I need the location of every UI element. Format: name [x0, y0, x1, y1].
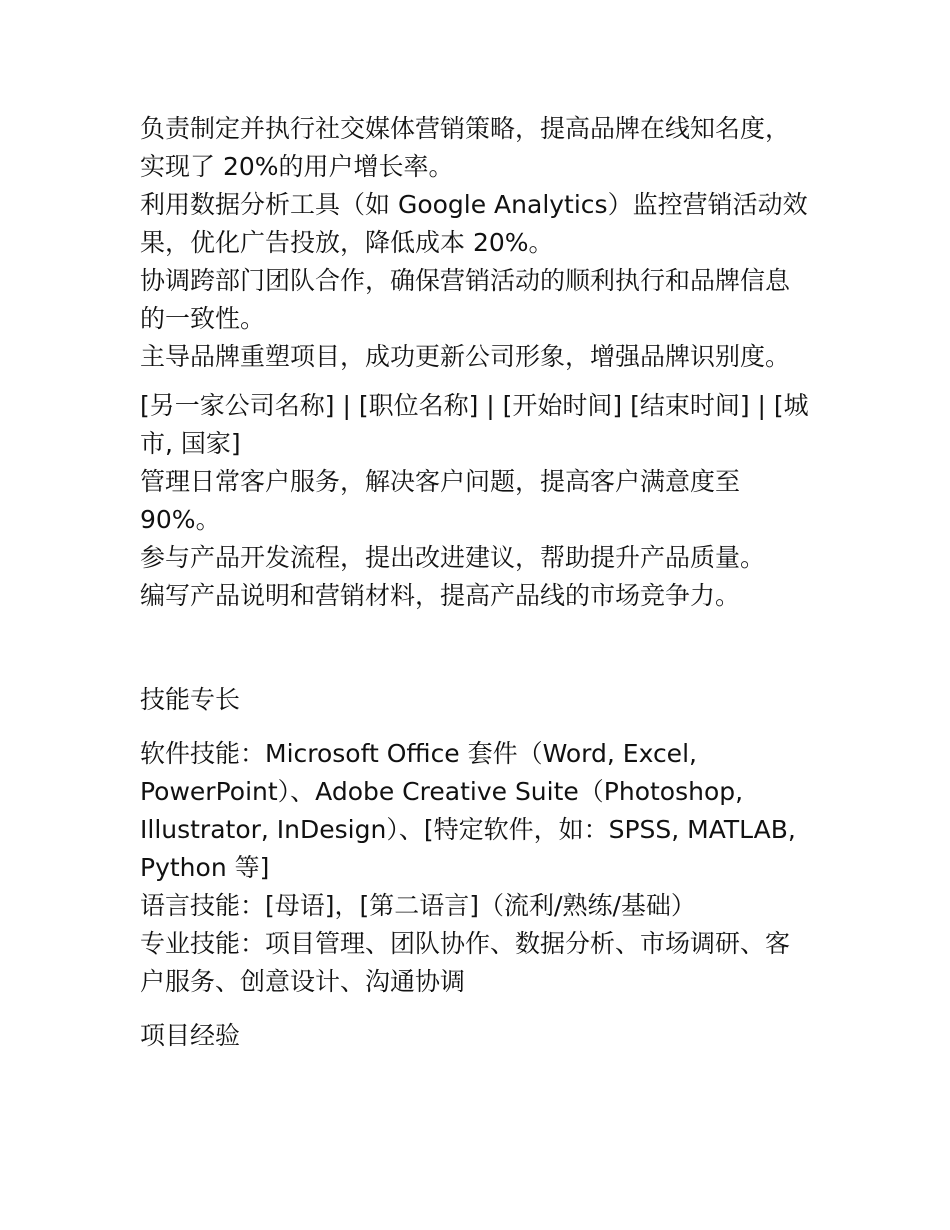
- skill-line: 户服务、创意设计、沟通协调: [140, 967, 466, 996]
- bullet-line: 的一致性。: [140, 304, 266, 333]
- projects-section: [140, 1017, 805, 1055]
- bullet-line: 实现了 20%的用户增长率。: [140, 152, 454, 181]
- experience-block-2: [140, 387, 809, 615]
- bullet-line: 主导品牌重塑项目，成功更新公司形象，增强品牌识别度。: [140, 342, 791, 371]
- projects-heading: 项目经验: [140, 1021, 241, 1050]
- skill-line: 专业技能：项目管理、团队协作、数据分析、市场调研、客: [140, 929, 791, 958]
- bullet-line: 参与产品开发流程，提出改进建议，帮助提升产品质量。: [140, 543, 766, 572]
- skills-section: [140, 681, 805, 1001]
- job-header: [另一家公司名称] | [职位名称] | [开始时间] [结束时间] | [城: [140, 391, 809, 420]
- skill-line: Illustrator, InDesign）、[特定软件，如：SPSS, MATLAB,: [140, 815, 796, 844]
- skill-line: PowerPoint）、Adobe Creative Suite（Photoshop,: [140, 777, 744, 806]
- bullet-line: 利用数据分析工具（如 Google Analytics）监控营销活动效: [140, 190, 808, 219]
- skill-line: 语言技能：[母语]，[第二语言]（流利/熟练/基础）: [140, 891, 696, 920]
- resume-page: [140, 110, 809, 1055]
- job-header: 市, 国家]: [140, 429, 241, 458]
- bullet-line: 管理日常客户服务，解决客户问题，提高客户满意度至: [140, 467, 741, 496]
- skills-heading: 技能专长: [140, 685, 241, 714]
- experience-block-1: [140, 110, 808, 376]
- bullet-line: 协调跨部门团队合作，确保营销活动的顺利执行和品牌信息: [140, 266, 791, 295]
- bullet-line: 果，优化广告投放，降低成本 20%。: [140, 228, 554, 257]
- bullet-line: 负责制定并执行社交媒体营销策略，提高品牌在线知名度，: [140, 114, 791, 143]
- bullet-line: 90%。: [140, 505, 221, 534]
- skill-line: Python 等]: [140, 853, 270, 882]
- skill-line: 软件技能：Microsoft Office 套件（Word, Excel,: [140, 739, 697, 768]
- bullet-line: 编写产品说明和营销材料，提高产品线的市场竞争力。: [140, 581, 741, 610]
